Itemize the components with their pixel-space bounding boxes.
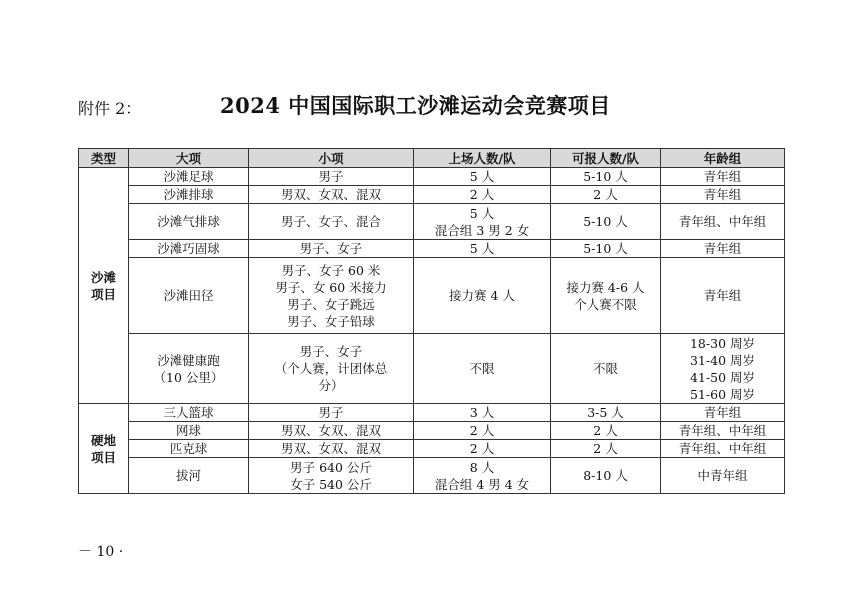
event-cell-line: 匹克球 bbox=[169, 441, 208, 456]
sub-event-cell bbox=[249, 334, 414, 404]
roster-size-cell-line: 不限 bbox=[592, 361, 618, 376]
event-cell-line: 沙滩巧固球 bbox=[157, 241, 220, 256]
event-cell-line: 沙滩健康跑 bbox=[157, 352, 220, 368]
sub-event-cell bbox=[249, 458, 414, 494]
page-number: － 10 · bbox=[78, 544, 124, 560]
event-cell-line: （10 公里） bbox=[153, 369, 224, 385]
players-on-field-cell-line: 5 人 bbox=[469, 169, 495, 184]
age-group-cell-line: 青年组 bbox=[703, 169, 742, 184]
sub-event-cell bbox=[249, 404, 414, 422]
roster-size-cell bbox=[551, 458, 661, 494]
sub-event-cell-line: 男子、女子 60 米 bbox=[281, 262, 381, 278]
table-body bbox=[79, 168, 785, 494]
players-on-field-cell-line: 混合组 4 男 4 女 bbox=[434, 476, 530, 492]
sub-event-cell-line: 男子、女子跳远 bbox=[287, 296, 375, 312]
type-line: 项目 bbox=[90, 449, 116, 465]
roster-size-cell bbox=[551, 240, 661, 258]
roster-size-cell bbox=[551, 334, 661, 404]
sub-event-cell-line: 男子、女子、混合 bbox=[280, 214, 381, 229]
sub-event-cell-line: 男子 bbox=[318, 405, 344, 420]
sub-event-cell bbox=[249, 440, 414, 458]
players-on-field-cell bbox=[414, 334, 551, 404]
players-on-field-cell-line: 5 人 bbox=[469, 241, 495, 256]
players-on-field-cell bbox=[414, 258, 551, 334]
sub-event-cell-line: 男子 bbox=[318, 169, 344, 184]
age-group-cell bbox=[661, 258, 785, 334]
roster-size-cell-line: 2 人 bbox=[593, 187, 618, 202]
type-cell bbox=[79, 404, 129, 494]
sub-event-cell-line: （个人赛，计团体总 bbox=[274, 361, 388, 376]
roster-size-cell bbox=[551, 440, 661, 458]
sub-event-cell bbox=[249, 204, 414, 240]
players-on-field-cell bbox=[414, 168, 551, 186]
roster-size-cell-line: 3-5 人 bbox=[587, 405, 624, 420]
table-row bbox=[79, 186, 785, 204]
event-cell bbox=[129, 204, 249, 240]
players-on-field-cell-line: 5 人 bbox=[469, 205, 495, 221]
header-sub-event: 小项 bbox=[249, 149, 414, 168]
age-group-cell-line: 青年组 bbox=[703, 288, 742, 303]
sub-event-cell-line: 男子、女子 bbox=[299, 344, 363, 359]
roster-size-cell-line: 5-10 人 bbox=[583, 214, 628, 229]
sub-event-cell bbox=[249, 168, 414, 186]
age-group-cell bbox=[661, 186, 785, 204]
sub-event-cell-line: 男子、女子铅球 bbox=[287, 313, 375, 329]
table-row bbox=[79, 258, 785, 334]
table-row bbox=[79, 168, 785, 186]
header-type: 类型 bbox=[79, 149, 129, 168]
sub-event-cell bbox=[249, 186, 414, 204]
table-header-row bbox=[79, 149, 785, 168]
event-cell bbox=[129, 258, 249, 334]
table-row bbox=[79, 422, 785, 440]
roster-size-cell-line: 接力赛 4-6 人 bbox=[566, 279, 645, 295]
attachment-label: 附件 2： bbox=[78, 99, 142, 118]
roster-size-cell-line: 个人赛不限 bbox=[574, 296, 637, 312]
roster-size-cell bbox=[551, 168, 661, 186]
roster-size-cell-line: 8-10 人 bbox=[583, 468, 628, 483]
header-roster-size: 可报人数/队 bbox=[551, 149, 661, 168]
sub-event-cell-line: 男子、女子 bbox=[299, 241, 363, 256]
event-cell bbox=[129, 458, 249, 494]
age-group-cell bbox=[661, 422, 785, 440]
age-group-cell bbox=[661, 458, 785, 494]
age-group-cell bbox=[661, 168, 785, 186]
sub-event-cell-line: 分） bbox=[318, 378, 344, 393]
roster-size-cell-line: 5-10 人 bbox=[583, 169, 628, 184]
roster-size-cell-line: 5-10 人 bbox=[583, 241, 628, 256]
event-cell-line: 三人篮球 bbox=[163, 405, 214, 420]
players-on-field-cell-line: 2 人 bbox=[469, 423, 495, 438]
age-group-cell bbox=[661, 404, 785, 422]
sub-event-cell-line: 男双、女双、混双 bbox=[280, 441, 381, 456]
table-row bbox=[79, 440, 785, 458]
age-group-cell-line: 青年组、中年组 bbox=[678, 214, 767, 229]
players-on-field-cell bbox=[414, 440, 551, 458]
event-cell bbox=[129, 422, 249, 440]
players-on-field-cell bbox=[414, 404, 551, 422]
players-on-field-cell-line: 3 人 bbox=[469, 405, 495, 420]
roster-size-cell bbox=[551, 204, 661, 240]
players-on-field-cell-line: 混合组 3 男 2 女 bbox=[434, 222, 530, 238]
table-row bbox=[79, 334, 785, 404]
table-row bbox=[79, 404, 785, 422]
sub-event-cell bbox=[249, 258, 414, 334]
players-on-field-cell bbox=[414, 240, 551, 258]
age-group-cell-line: 青年组 bbox=[703, 187, 742, 202]
event-cell bbox=[129, 440, 249, 458]
event-cell bbox=[129, 168, 249, 186]
players-on-field-cell-line: 接力赛 4 人 bbox=[449, 288, 515, 303]
type-line: 项目 bbox=[90, 286, 116, 302]
roster-size-cell bbox=[551, 258, 661, 334]
event-cell-line: 沙滩气排球 bbox=[157, 214, 220, 229]
age-group-cell-line: 中青年组 bbox=[697, 468, 748, 483]
event-cell-line: 沙滩田径 bbox=[163, 288, 214, 303]
events-table bbox=[78, 148, 785, 494]
table-row bbox=[79, 240, 785, 258]
event-cell bbox=[129, 404, 249, 422]
sub-event-cell bbox=[249, 240, 414, 258]
sub-event-cell-line: 女子 540 公斤 bbox=[290, 476, 372, 492]
age-group-cell-line: 41-50 周岁 bbox=[689, 369, 755, 385]
event-cell bbox=[129, 186, 249, 204]
age-group-cell-line: 31-40 周岁 bbox=[689, 352, 755, 368]
header-age-group: 年龄组 bbox=[661, 149, 785, 168]
age-group-cell-line: 青年组 bbox=[703, 241, 742, 256]
age-group-cell-line: 51-60 周岁 bbox=[689, 386, 755, 402]
sub-event-cell-line: 男子、女 60 米接力 bbox=[275, 279, 387, 295]
roster-size-cell bbox=[551, 186, 661, 204]
players-on-field-cell-line: 2 人 bbox=[469, 187, 495, 202]
event-cell bbox=[129, 240, 249, 258]
sub-event-cell-line: 男双、女双、混双 bbox=[280, 423, 381, 438]
type-line: 硬地 bbox=[90, 432, 116, 448]
roster-size-cell bbox=[551, 422, 661, 440]
document-title: 2024 中国国际职工沙滩运动会竞赛项目 bbox=[220, 93, 611, 118]
players-on-field-cell bbox=[414, 186, 551, 204]
age-group-cell bbox=[661, 334, 785, 404]
table-row bbox=[79, 458, 785, 494]
event-cell-line: 拔河 bbox=[175, 468, 201, 483]
age-group-cell-line: 青年组、中年组 bbox=[678, 441, 767, 456]
roster-size-cell-line: 2 人 bbox=[593, 423, 618, 438]
players-on-field-cell-line: 8 人 bbox=[469, 459, 495, 475]
age-group-cell bbox=[661, 240, 785, 258]
players-on-field-cell bbox=[414, 422, 551, 440]
players-on-field-cell bbox=[414, 458, 551, 494]
event-cell-line: 网球 bbox=[175, 423, 201, 438]
players-on-field-cell-line: 不限 bbox=[469, 361, 495, 376]
roster-size-cell-line: 2 人 bbox=[593, 441, 618, 456]
roster-size-cell bbox=[551, 404, 661, 422]
event-cell bbox=[129, 334, 249, 404]
sub-event-cell bbox=[249, 422, 414, 440]
age-group-cell bbox=[661, 204, 785, 240]
sub-event-cell-line: 男双、女双、混双 bbox=[280, 187, 381, 202]
table-row bbox=[79, 204, 785, 240]
age-group-cell-line: 青年组、中年组 bbox=[678, 423, 767, 438]
sub-event-cell-line: 男子 640 公斤 bbox=[290, 459, 372, 475]
type-cell bbox=[79, 168, 129, 404]
age-group-cell-line: 青年组 bbox=[703, 405, 742, 420]
players-on-field-cell bbox=[414, 204, 551, 240]
type-line: 沙滩 bbox=[90, 269, 116, 285]
event-cell-line: 沙滩排球 bbox=[163, 187, 214, 202]
header-players-on-field: 上场人数/队 bbox=[414, 149, 551, 168]
age-group-cell-line: 18-30 周岁 bbox=[689, 335, 755, 351]
players-on-field-cell-line: 2 人 bbox=[469, 441, 495, 456]
event-cell-line: 沙滩足球 bbox=[163, 169, 214, 184]
age-group-cell bbox=[661, 440, 785, 458]
header-event: 大项 bbox=[129, 149, 249, 168]
